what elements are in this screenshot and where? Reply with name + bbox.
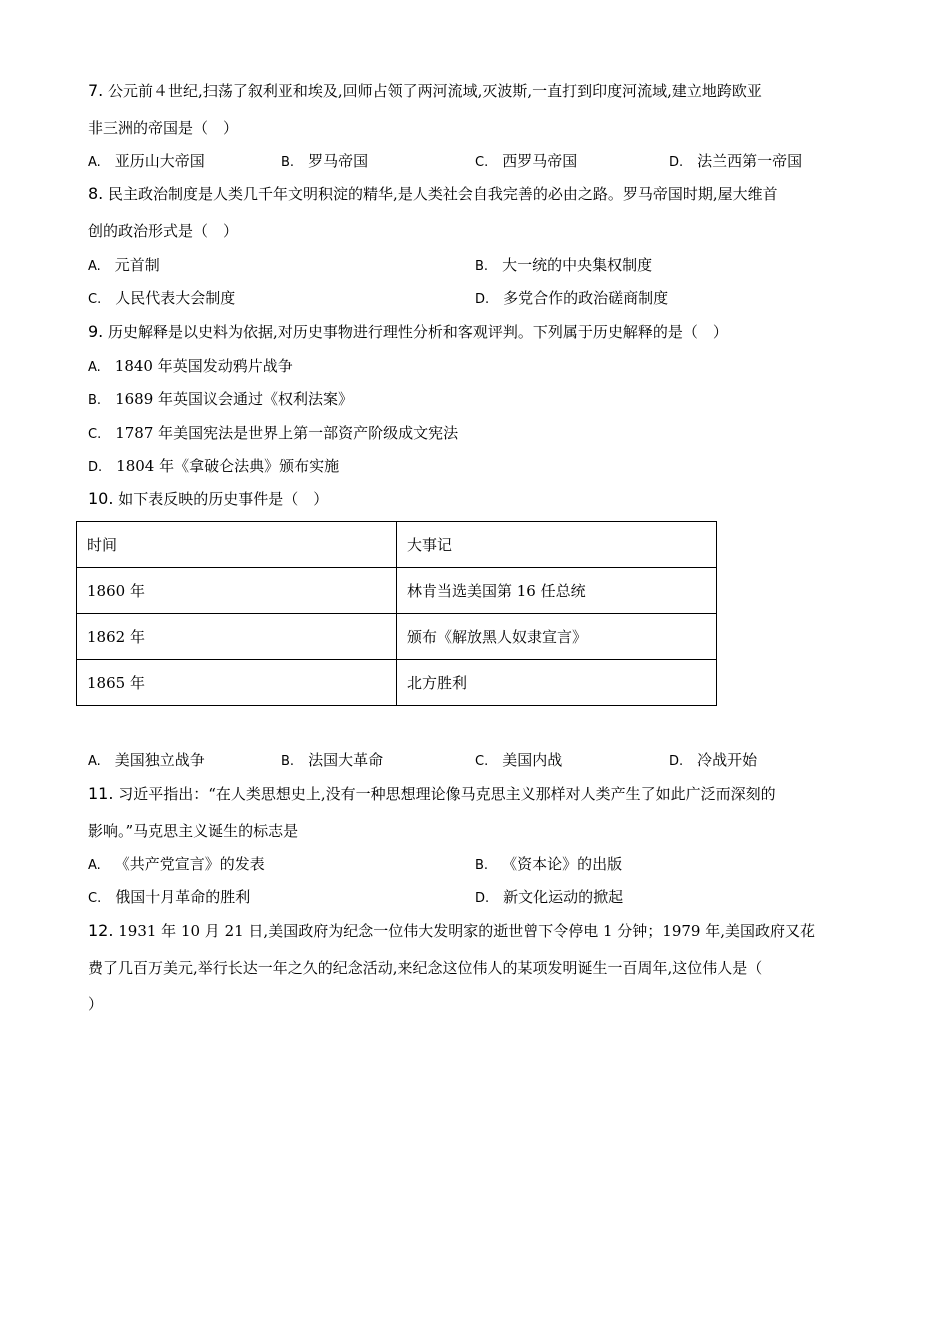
option-letter: D.: [669, 754, 684, 769]
q11-stem-line1: [88, 783, 776, 805]
option-text: 1787 年美国宪法是世界上第一部资产阶级成文宪法: [115, 424, 459, 442]
table-row: [77, 614, 717, 660]
option-text: 法兰西第一帝国: [697, 152, 803, 170]
option-letter: C.: [88, 292, 102, 307]
q9-stem-text: 历史解释是以史料为依据,对历史事物进行理性分析和客观评判。下列属于历史解释的是（ ）: [108, 323, 728, 341]
option-text: 冷战开始: [697, 751, 758, 769]
q10-stem-text: 如下表反映的历史事件是（ ）: [118, 490, 329, 508]
q9-stem-line1: [88, 321, 728, 343]
q10-option-c[interactable]: [475, 749, 562, 773]
q10-option-d[interactable]: [669, 749, 757, 773]
option-text: 亚历山大帝国: [114, 152, 205, 170]
option-letter: D.: [475, 292, 490, 307]
option-text: 《共产党宣言》的发表: [114, 855, 265, 873]
option-text: 大一统的中央集权制度: [502, 256, 653, 274]
q11-number: 11.: [88, 784, 114, 803]
option-letter: B.: [88, 393, 102, 408]
option-letter: A.: [88, 155, 101, 170]
option-letter: A.: [88, 754, 101, 769]
q9-option-d[interactable]: [88, 455, 339, 479]
q7-option-a[interactable]: [88, 150, 205, 174]
q7-number: 7.: [88, 81, 104, 100]
option-text: 美国独立战争: [114, 751, 205, 769]
option-text: 元首制: [114, 256, 160, 274]
option-letter: B.: [281, 155, 295, 170]
option-text: 人民代表大会制度: [115, 289, 236, 307]
table-cell-time: 1862 年: [77, 614, 397, 660]
q7-stem-line1: [88, 80, 762, 102]
q7-option-c[interactable]: [475, 150, 577, 174]
table-cell-event: 颁布《解放黑人奴隶宣言》: [397, 614, 717, 660]
q10-option-b[interactable]: [281, 749, 383, 773]
q11-option-b[interactable]: [475, 853, 622, 877]
q8-option-a[interactable]: [88, 254, 160, 278]
q7-stem-line2: 非三洲的帝国是（ ）: [88, 119, 239, 137]
q12-stem-line2: 费了几百万美元,举行长达一年之久的纪念活动,来纪念这位伟人的某项发明诞生一百周年,这位伟人是（: [88, 959, 763, 977]
option-letter: C.: [88, 427, 102, 442]
table-header-row: [77, 522, 717, 568]
option-letter: B.: [475, 259, 489, 274]
q11-option-d[interactable]: [475, 886, 623, 910]
q7-option-b[interactable]: [281, 150, 368, 174]
q12-number: 12.: [88, 921, 114, 940]
q12-stem-line3: ）: [88, 995, 104, 1013]
q8-stem-line2: 创的政治形式是（ ）: [88, 222, 239, 240]
q9-option-c[interactable]: [88, 422, 458, 446]
q10-stem-line1: [88, 488, 328, 510]
q8-stem-text: 民主政治制度是人类几千年文明积淀的精华,是人类社会自我完善的必由之路。罗马帝国时期,屋大维首: [108, 185, 778, 203]
option-text: 法国大革命: [308, 751, 384, 769]
option-letter: D.: [669, 155, 684, 170]
events-table: [76, 521, 717, 706]
q9-number: 9.: [88, 322, 104, 341]
table-row: [77, 568, 717, 614]
table-cell-time: 1860 年: [77, 568, 397, 614]
option-text: 多党合作的政治磋商制度: [503, 289, 669, 307]
option-text: 美国内战: [502, 751, 563, 769]
q12-stem-line1: [88, 920, 815, 942]
q10-option-a[interactable]: [88, 749, 205, 773]
option-letter: B.: [475, 858, 489, 873]
option-text: 1689 年英国议会通过《权利法案》: [115, 390, 354, 408]
q11-option-c[interactable]: [88, 886, 250, 910]
q8-option-c[interactable]: [88, 287, 235, 311]
table-cell-event: 北方胜利: [397, 660, 717, 706]
q7-option-d[interactable]: [669, 150, 802, 174]
option-text: 罗马帝国: [308, 152, 369, 170]
option-letter: A.: [88, 259, 101, 274]
q8-stem-line1: [88, 183, 778, 205]
table-header-events: 大事记: [397, 522, 717, 568]
q11-stem-text: 习近平指出：“在人类思想史上,没有一种思想理论像马克思主义那样对人类产生了如此广泛而深刻的: [118, 785, 776, 803]
option-letter: C.: [475, 754, 489, 769]
table-row: [77, 660, 717, 706]
q11-stem-line2: 影响。”马克思主义诞生的标志是: [88, 822, 299, 840]
q8-number: 8.: [88, 184, 104, 203]
q12-stem-text: 1931 年 10 月 21 日,美国政府为纪念一位伟大发明家的逝世曾下令停电 1 分钟；1979 年,美国政府又花: [118, 922, 815, 940]
option-letter: D.: [88, 460, 103, 475]
q7-stem-text: 公元前４世纪,扫荡了叙利亚和埃及,回师占领了两河流域,灭波斯,一直打到印度河流域,建立地跨欧亚: [108, 82, 762, 100]
q8-option-b[interactable]: [475, 254, 652, 278]
table-header-time: 时间: [77, 522, 397, 568]
option-letter: C.: [475, 155, 489, 170]
option-text: 1804 年《拿破仑法典》颁布实施: [116, 457, 340, 475]
option-letter: C.: [88, 891, 102, 906]
option-letter: B.: [281, 754, 295, 769]
option-text: 新文化运动的掀起: [503, 888, 624, 906]
option-letter: A.: [88, 360, 101, 375]
option-letter: A.: [88, 858, 101, 873]
q10-number: 10.: [88, 489, 114, 508]
option-text: 1840 年英国发动鸦片战争: [114, 357, 293, 375]
option-text: 《资本论》的出版: [502, 855, 623, 873]
q8-option-d[interactable]: [475, 287, 668, 311]
q9-option-b[interactable]: [88, 388, 353, 412]
q9-option-a[interactable]: [88, 355, 293, 379]
q11-option-a[interactable]: [88, 853, 265, 877]
table-cell-event: 林肯当选美国第 16 任总统: [397, 568, 717, 614]
option-text: 俄国十月革命的胜利: [115, 888, 251, 906]
option-text: 西罗马帝国: [502, 152, 578, 170]
table-cell-time: 1865 年: [77, 660, 397, 706]
option-letter: D.: [475, 891, 490, 906]
